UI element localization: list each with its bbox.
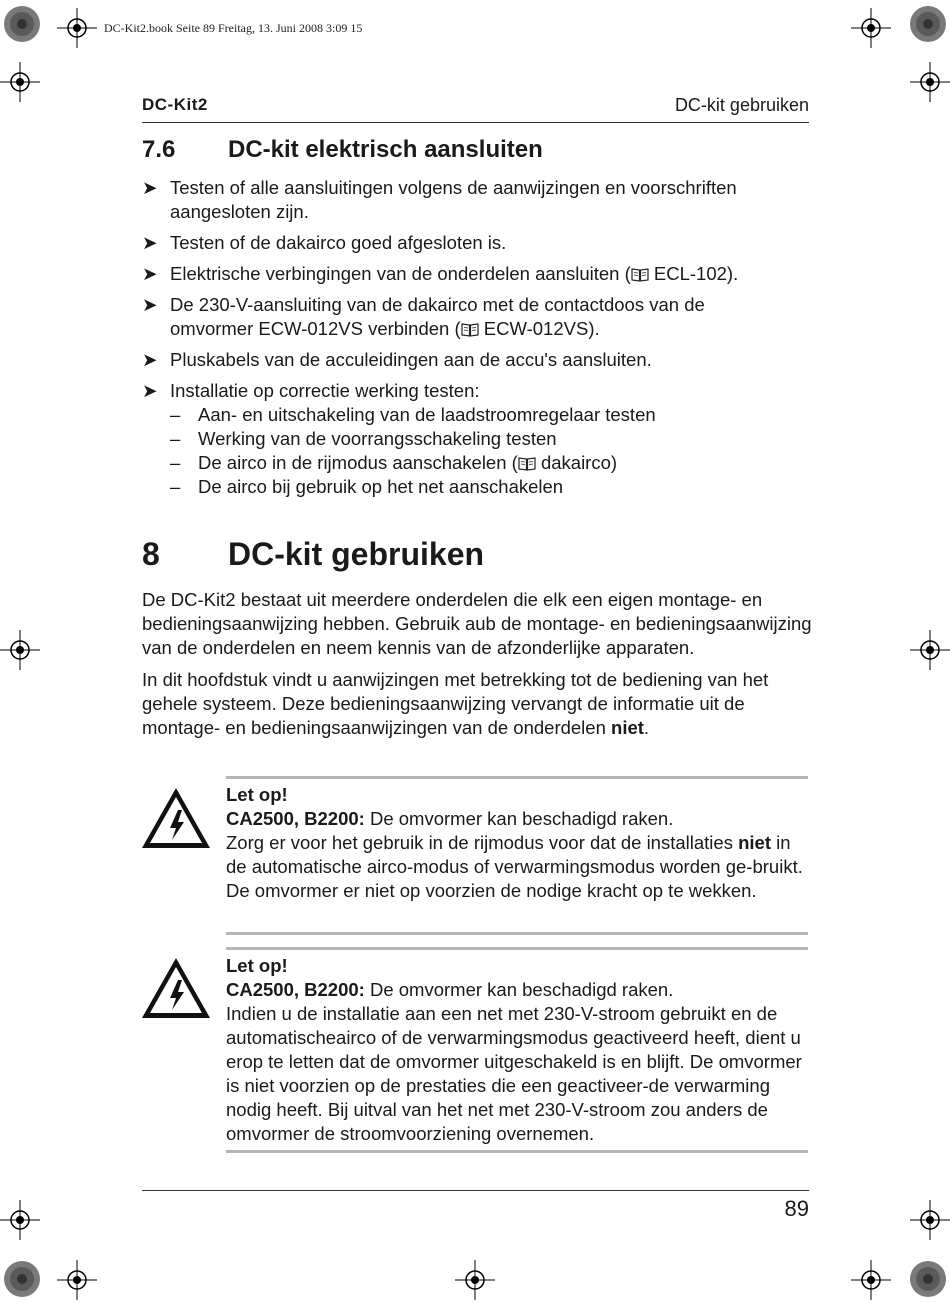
- note-bottom-rule: [226, 932, 808, 935]
- sub-list-item: – Aan- en uitschakeling van de laadstroomregelaar testen: [170, 404, 656, 425]
- registration-mark-icon: [455, 1260, 495, 1300]
- chapter-title: DC-kit gebruiken: [228, 536, 485, 572]
- note-title: Let op!: [226, 784, 288, 805]
- book-icon: [518, 456, 536, 471]
- note-models: CA2500, B2200:: [226, 979, 365, 1000]
- list-item: ➤ Elektrische verbingingen van de onderdelen aansluiten ( ECL-102).: [142, 263, 739, 284]
- section-title: DC-kit elektrisch aansluiten: [228, 136, 543, 163]
- color-bar-icon: [2, 4, 42, 44]
- color-bar-icon: [908, 1259, 948, 1299]
- book-icon: [461, 322, 479, 337]
- sub-list-item: – De airco in de rijmodus aanschakelen ( dakairco): [170, 452, 618, 473]
- arrow-bullet-icon: ➤: [142, 294, 158, 315]
- book-icon: [631, 267, 649, 282]
- note-title: Let op!: [226, 955, 288, 976]
- arrow-bullet-icon: ➤: [142, 232, 158, 253]
- sub-list-item: – De airco bij gebruik op het net aanschakelen: [170, 476, 564, 497]
- registration-mark-icon: [57, 1260, 97, 1300]
- print-info-line: DC-Kit2.book Seite 89 Freitag, 13. Juni 2008 3:09 15: [104, 21, 363, 35]
- chapter-body: [142, 588, 812, 748]
- reference-link: dakairco: [540, 452, 611, 473]
- registration-mark-icon: [57, 8, 97, 48]
- note-top-rule: [226, 947, 808, 950]
- arrow-bullet-icon: ➤: [142, 349, 158, 370]
- registration-mark-icon: [910, 630, 950, 670]
- page-number: 89: [784, 1196, 809, 1221]
- reference-link: ECW-012VS: [483, 318, 589, 339]
- registration-mark-icon: [0, 630, 40, 670]
- list-item: ➤ Pluskabels van de acculeidingen aan de accu's aansluiten.: [142, 349, 652, 370]
- registration-mark-icon: [0, 62, 40, 102]
- header-product-name: DC-Kit2: [142, 95, 208, 114]
- registration-mark-icon: [910, 1200, 950, 1240]
- paragraph: De DC-Kit2 bestaat uit meerdere onderdelen die elk een eigen montage- en bedieningsaanwijzing hebben. Gebruik aub de montage- en bedieningsaanwijzing van de onderdelen en neem kennis van de afzonderlijke apparaten.: [142, 589, 812, 658]
- instruction-list: [142, 176, 822, 499]
- warning-note: Let op! CA2500, B2200: De omvormer kan beschadigd raken. Indien u de installatie aan een net met 230-V-stroom gebruikt en de automatischeairco of de verwarmingsmodus geactiveerd heeft, dient u erop te letten dat de omvormer uitgeschakeld is en blijft. De omvormer is niet voorzien op de prestaties die een geactiveer-de verwarming nodig heeft. Bij uitval van het net met 230-V-stroom zou anders de omvormer de stroomvoorziening overnemen.: [226, 954, 808, 1146]
- warning-triangle-icon: [140, 956, 212, 1020]
- registration-mark-icon: [910, 62, 950, 102]
- list-item: ➤ De 230-V-aansluiting van de dakairco met de contactdoos van de omvormer ECW-012VS verbinden ( ECW-012VS).: [142, 294, 705, 339]
- header-rule: [142, 122, 809, 123]
- section-number: 7.6: [142, 136, 176, 163]
- note-top-rule: [226, 776, 808, 779]
- sub-list-item: – Werking van de voorrangsschakeling testen: [170, 428, 557, 449]
- arrow-bullet-icon: ➤: [142, 263, 158, 284]
- list-item: ➤ Installatie op correctie werking testen:: [142, 380, 480, 401]
- list-item: ➤ Testen of de dakairco goed afgesloten is.: [142, 232, 507, 253]
- paragraph: In dit hoofdstuk vindt u aanwijzingen met betrekking tot de bediening van het gehele systeem. Deze bedieningsaanwijzing vervangt de informatie uit de montage- en bedieningsaanwijzingen van de onderdelen niet.: [142, 669, 769, 738]
- note-bottom-rule: [226, 1150, 808, 1153]
- color-bar-icon: [2, 1259, 42, 1299]
- chapter-number: 8: [142, 536, 160, 572]
- registration-mark-icon: [851, 8, 891, 48]
- arrow-bullet-icon: ➤: [142, 177, 158, 198]
- footer-rule: [142, 1190, 809, 1191]
- color-bar-icon: [908, 4, 948, 44]
- warning-triangle-icon: [140, 786, 212, 850]
- registration-mark-icon: [851, 1260, 891, 1300]
- registration-mark-icon: [0, 1200, 40, 1240]
- header-chapter-title: DC-kit gebruiken: [674, 95, 809, 115]
- list-item: ➤ Testen of alle aansluitingen volgens de aanwijzingen en voorschriften aangesloten zijn.: [142, 177, 737, 222]
- arrow-bullet-icon: ➤: [142, 380, 158, 401]
- warning-note: Let op! CA2500, B2200: De omvormer kan beschadigd raken. Zorg er voor het gebruik in de rijmodus voor dat de installaties niet in de automatische airco-modus of verwarmingsmodus worden ge-bruikt. De omvormer er niet op voorzien de nodige kracht op te wekken.: [226, 783, 808, 903]
- reference-link: ECL-102: [653, 263, 727, 284]
- note-models: CA2500, B2200:: [226, 808, 365, 829]
